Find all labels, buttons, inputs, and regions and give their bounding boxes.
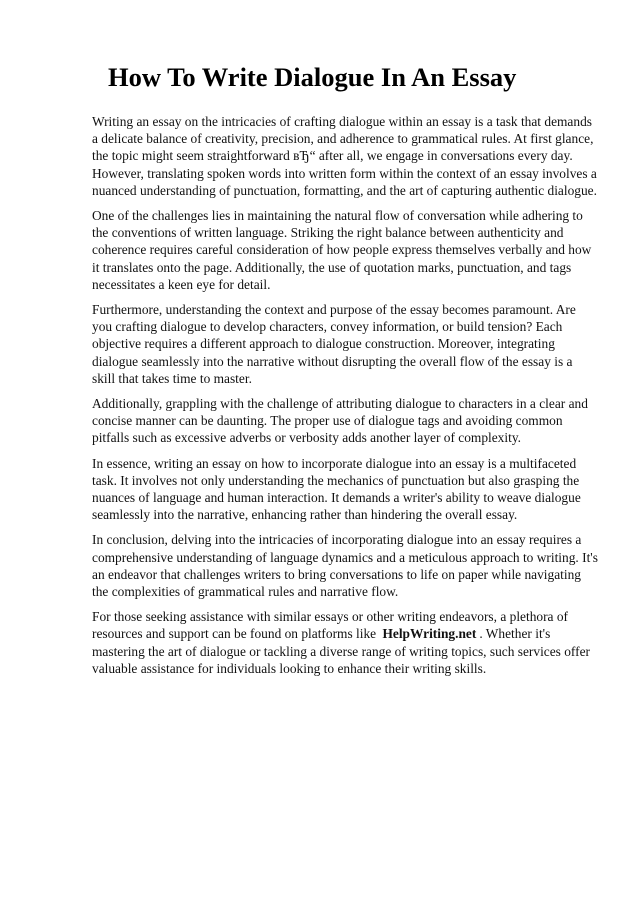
paragraph-3: Furthermore, understanding the context and purpose of the essay becomes paramount. Are you crafting dialogue to develop characters, convey information, or build tension? Each objective requires a different approach to dialogue construction. Moreover, integrating dialogue seamlessly into the narrative without disrupting the overall flow of the essay is a skill that takes time to master. bbox=[92, 302, 576, 386]
paragraph-7-text-after: . Whether it's mastering the art of dialogue or tackling a diverse range of writing topics, such services offer valuable assistance for individuals looking to enhance their writing skills. bbox=[92, 626, 591, 676]
paragraph-7 bbox=[92, 608, 598, 677]
document-body bbox=[92, 113, 598, 677]
helpwriting-link[interactable]: HelpWriting.net bbox=[382, 626, 477, 642]
paragraph-4: Additionally, grappling with the challenge of attributing dialogue to characters in a clear and concise manner can be daunting. The proper use of dialogue tags and avoiding common pitfalls such as excessive adverbs or verbosity adds another layer of complexity. bbox=[92, 396, 588, 446]
paragraph-6: In conclusion, delving into the intricacies of incorporating dialogue into an essay requires a comprehensive understanding of language dynamics and a meticulous approach to writing. It's an endeavor that challenges writers to bring conversations to life on paper while navigating the complexities of grammatical rules and narrative flow. bbox=[92, 532, 598, 600]
paragraph-7-text-before: For those seeking assistance with similar essays or other writing endeavors, a plethora of resources and support can be found on platforms like bbox=[92, 609, 568, 642]
paragraph-1: Writing an essay on the intricacies of crafting dialogue within an essay is a task that demands a delicate balance of creativity, precision, and adherence to grammatical rules. At first glance, the topic might seem straightforward вЂ“ after all, we engage in conversations every day. However, translating spoken words into written form within the context of an essay involves a nuanced understanding of punctuation, formatting, and the art of capturing authentic dialogue. bbox=[92, 114, 597, 198]
paragraph-5: In essence, writing an essay on how to incorporate dialogue into an essay is a multifaceted task. It involves not only understanding the mechanics of punctuation but also grasping the nuances of language and human interaction. It demands a writer's ability to weave dialogue seamlessly into the narrative, enhancing rather than hindering the overall essay. bbox=[92, 455, 581, 523]
document-title: How To Write Dialogue In An Essay bbox=[108, 62, 517, 92]
paragraph-2: One of the challenges lies in maintaining the natural flow of conversation while adhering to the conventions of written language. Striking the right balance between authenticity and coherence requires careful consideration of how people express themselves verbally and how it translates onto the page. Additionally, the use of quotation marks, punctuation, and tags necessitates a keen eye for detail. bbox=[92, 208, 592, 292]
